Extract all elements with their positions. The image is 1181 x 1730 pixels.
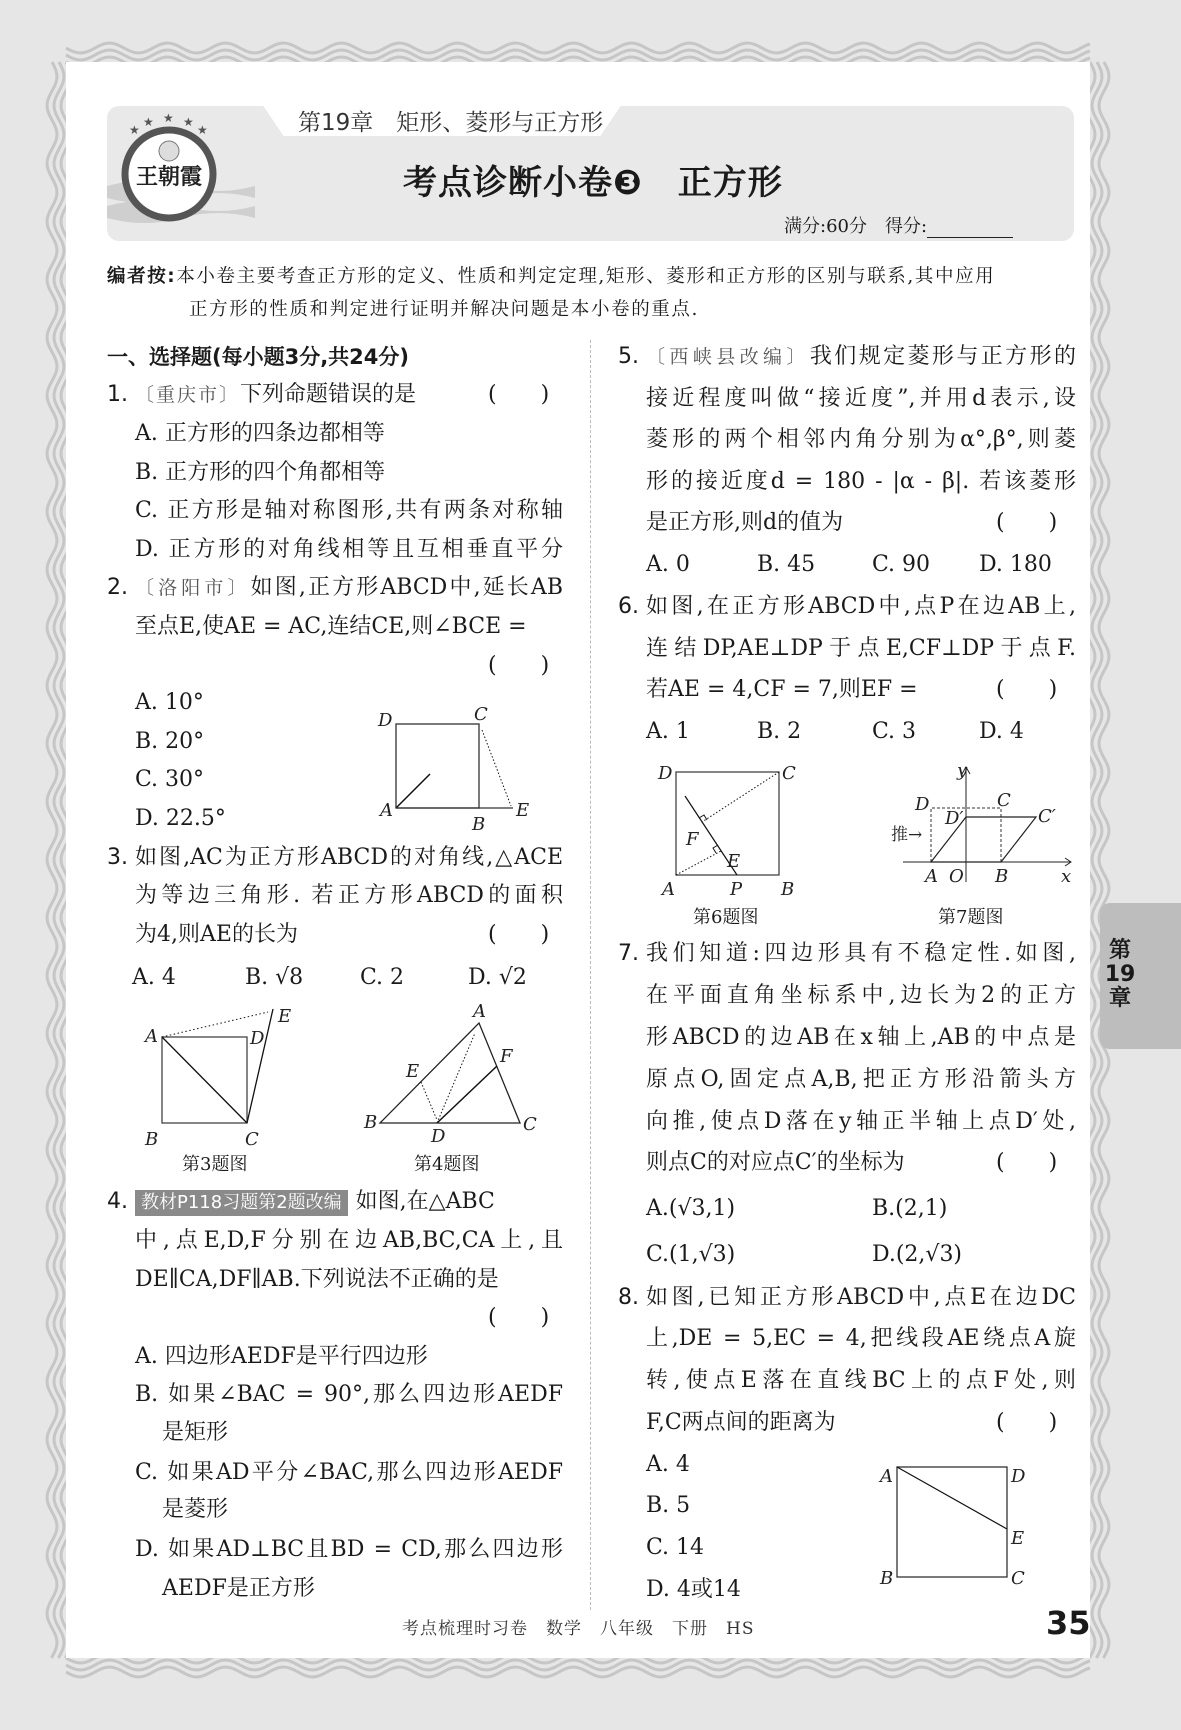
q6-option-b: B. 2 xyxy=(757,719,802,744)
figure-q8 xyxy=(875,1460,1035,1595)
q8-stem-3: 转,使点E落在直线BC上的点F处,则 xyxy=(646,1368,1076,1393)
q8-option-b: B. 5 xyxy=(646,1493,691,1518)
q7-stem-1: 我们知道:四边形具有不稳定性.如图, xyxy=(646,941,1076,966)
fig8-label-d: D xyxy=(1011,1466,1026,1487)
fig6-label-b: B xyxy=(781,879,795,900)
side-tab-line1: 第 xyxy=(1108,938,1131,963)
q7-option-a: A.(√3,1) xyxy=(646,1196,736,1221)
score-line xyxy=(784,212,1013,238)
page-number: 35 xyxy=(1046,1604,1091,1642)
q8-option-a: A. 4 xyxy=(646,1452,690,1477)
editor-note-text: 本小卷主要考查正方形的定义、性质和判定定理,矩形、菱形和正方形的区别与联系,其中应用 xyxy=(176,266,996,287)
q7-stem-3: 形ABCD的边AB在x轴上,AB的中点是 xyxy=(646,1025,1076,1050)
figure-q2 xyxy=(370,706,540,836)
q8-stem-4: F,C两点间的距离为 xyxy=(646,1410,836,1435)
fig3-label-b: B xyxy=(145,1129,159,1150)
q7-number: 7. xyxy=(618,941,639,966)
q2-stem-1 xyxy=(135,569,563,607)
q4-answer-paren[interactable]: ( ) xyxy=(488,1305,550,1330)
q5-number: 5. xyxy=(618,344,639,369)
q2-option-a: A. 10° xyxy=(135,690,204,715)
q5-option-c: C. 90 xyxy=(872,552,931,577)
q5-option-b: B. 45 xyxy=(757,552,816,577)
q5-option-d: D. 180 xyxy=(979,552,1052,577)
q1-answer-paren[interactable]: ( ) xyxy=(488,382,550,407)
q6-stem-1: 如图,在正方形ABCD中,点P在边AB上, xyxy=(646,594,1076,619)
fig7-label-d: D xyxy=(915,794,930,815)
fig7-label-x: x xyxy=(1061,866,1072,887)
fig6-label-c: C xyxy=(782,763,796,784)
fig8-label-e: E xyxy=(1011,1528,1025,1549)
q5-stem-3: 菱形的两个相邻内角分别为α°,β°,则菱 xyxy=(646,427,1076,452)
svg-text:★: ★ xyxy=(183,115,194,129)
q8-stem-2: 上,DE = 5,EC = 4,把线段AE绕点A旋 xyxy=(646,1326,1076,1351)
fig3-caption: 第3题图 xyxy=(182,1154,248,1175)
q4-stem-2: 中,点E,D,F分别在边AB,BC,CA上,且 xyxy=(135,1228,563,1253)
svg-text:★: ★ xyxy=(197,123,208,137)
q4-stem-text: 如图,在△ABC xyxy=(355,1189,495,1214)
fig2-label-a: A xyxy=(380,800,393,821)
figure-q3 xyxy=(140,1000,310,1150)
fig8-label-b: B xyxy=(880,1568,894,1589)
q2-source: 〔洛阳市〕 xyxy=(135,577,251,599)
q8-option-c: C. 14 xyxy=(646,1535,705,1560)
fig8-label-c: C xyxy=(1011,1568,1025,1589)
fig4-label-b: B xyxy=(364,1112,378,1133)
q8-number: 8. xyxy=(618,1285,639,1310)
q5-stem-1 xyxy=(646,338,1076,376)
textbook-source-tag: 教材P118习题第2题改编 xyxy=(135,1190,348,1216)
q7-stem-6: 则点C的对应点C′的坐标为 xyxy=(646,1150,905,1175)
q3-stem-1: 如图,AC为正方形ABCD的对角线,△ACE xyxy=(135,845,563,870)
q1-stem-text: 下列命题错误的是 xyxy=(240,382,417,407)
q7-stem-5: 向推,使点D落在y轴正半轴上点D′处, xyxy=(646,1109,1076,1134)
q4-number: 4. xyxy=(107,1189,128,1214)
fig6-label-a: A xyxy=(662,879,675,900)
side-tab-line3: 章 xyxy=(1108,986,1131,1011)
q2-stem-text: 如图,正方形ABCD中,延长AB xyxy=(250,575,563,600)
q3-answer-paren[interactable]: ( ) xyxy=(488,922,550,947)
fig2-label-c: C xyxy=(474,706,488,725)
q5-option-a: A. 0 xyxy=(646,552,690,577)
figure-q6 xyxy=(650,755,810,900)
q1-source: 〔重庆市〕 xyxy=(135,384,241,406)
fig4-label-a: A xyxy=(473,1001,486,1022)
q6-stem-2: 连结DP,AE⊥DP于点E,CF⊥DP于点F. xyxy=(646,636,1076,661)
q1-option-c: C. 正方形是轴对称图形,共有两条对称轴 xyxy=(135,498,563,523)
q4-option-c: C. 如果AD平分∠BAC,那么四边形AEDF xyxy=(135,1460,563,1485)
fig4-label-f: F xyxy=(500,1046,513,1067)
fig2-label-b: B xyxy=(472,814,486,835)
figure-q4 xyxy=(360,1000,550,1145)
q5-answer-paren[interactable]: ( ) xyxy=(996,510,1058,535)
q7-stem-2: 在平面直角坐标系中,边长为2的正方 xyxy=(646,983,1076,1008)
fig6-label-d: D xyxy=(658,763,673,784)
q2-stem-2: 至点E,使AE = AC,连结CE,则∠BCE = xyxy=(135,614,527,639)
fig4-label-d: D xyxy=(431,1126,446,1145)
border-wave xyxy=(66,1667,1090,1677)
fig6-label-f: F xyxy=(686,829,699,850)
q4-option-b: B. 如果∠BAC = 90°,那么四边形AEDF xyxy=(135,1382,563,1407)
q6-option-d: D. 4 xyxy=(979,719,1024,744)
q8-option-d: D. 4或14 xyxy=(646,1577,741,1602)
q6-option-a: A. 1 xyxy=(646,719,690,744)
fig3-label-c: C xyxy=(245,1129,259,1150)
q2-option-c: C. 30° xyxy=(135,767,205,792)
chapter-side-tab[interactable] xyxy=(1100,903,1181,1049)
q3-option-b: B. √8 xyxy=(245,965,304,990)
q5-stem-5: 是正方形,则d的值为 xyxy=(646,510,844,535)
fig2-label-d: D xyxy=(378,710,393,731)
fig3-label-a: A xyxy=(145,1026,158,1047)
figure-q7 xyxy=(885,762,1075,887)
q5-source: 〔西峡县改编〕 xyxy=(646,346,810,368)
q6-stem-3: 若AE = 4,CF = 7,则EF = xyxy=(646,677,918,702)
footer-book-info: 考点梳理时习卷 数学 八年级 下册 HS xyxy=(402,1619,755,1639)
q4-option-d: D. 如果AD⊥BC且BD = CD,那么四边形 xyxy=(135,1537,563,1562)
fig7-label-b: B xyxy=(995,866,1009,887)
fig4-label-c: C xyxy=(523,1114,537,1135)
svg-text:★: ★ xyxy=(129,123,140,137)
fig6-caption: 第6题图 xyxy=(693,907,759,928)
q5-stem-2: 接近程度叫做“接近度”,并用d表示,设 xyxy=(646,386,1076,411)
fig7-label-c: C xyxy=(997,790,1011,811)
q2-option-b: B. 20° xyxy=(135,729,205,754)
q3-stem-2: 为等边三角形. 若正方形ABCD的面积 xyxy=(135,883,564,908)
q1-option-d: D. 正方形的对角线相等且互相垂直平分 xyxy=(135,537,563,562)
fig7-label-o: O xyxy=(949,866,964,887)
editor-note-line2: 正方形的性质和判定进行证明并解决问题是本小卷的重点. xyxy=(189,299,699,320)
fig7-push-arrow-label: 推→ xyxy=(891,825,923,845)
q3-option-c: C. 2 xyxy=(360,965,405,990)
q4-option-c-cont: 是菱形 xyxy=(162,1497,229,1522)
q7-option-d: D.(2,√3) xyxy=(872,1242,963,1267)
q2-answer-paren[interactable]: ( ) xyxy=(488,653,550,678)
q3-number: 3. xyxy=(107,845,128,870)
fig4-caption: 第4题图 xyxy=(414,1154,480,1175)
side-tab-line2: 19 xyxy=(1104,962,1136,987)
page-title: 考点诊断小卷❸ 正方形 xyxy=(403,163,783,203)
editor-note-label: 编者按: xyxy=(107,266,177,287)
q4-option-a: A. 四边形AEDF是平行四边形 xyxy=(135,1344,428,1369)
q6-number: 6. xyxy=(618,594,639,619)
q4-option-b-cont: 是矩形 xyxy=(162,1420,229,1445)
chapter-title: 第19章 矩形、菱形与正方形 xyxy=(298,110,604,136)
q3-stem-3: 为4,则AE的长为 xyxy=(135,922,298,947)
fig7-label-a: A xyxy=(925,866,938,887)
score-blank[interactable] xyxy=(927,219,1013,238)
q7-option-b: B.(2,1) xyxy=(872,1196,948,1221)
fig6-label-p: P xyxy=(730,879,743,900)
fig7-caption: 第7题图 xyxy=(938,907,1004,928)
q7-answer-paren[interactable]: ( ) xyxy=(996,1150,1058,1175)
q1-option-a: A. 正方形的四条边都相等 xyxy=(135,421,385,446)
editor-note-line1 xyxy=(107,262,995,288)
fig7-label-y: y xyxy=(957,762,968,781)
fig4-label-e: E xyxy=(406,1061,420,1082)
q4-option-d-cont: AEDF是正方形 xyxy=(162,1576,315,1601)
q8-stem-1: 如图,已知正方形ABCD中,点E在边DC xyxy=(646,1285,1076,1310)
q4-stem-1 xyxy=(135,1183,563,1221)
q8-answer-paren[interactable]: ( ) xyxy=(996,1410,1058,1435)
q3-option-a: A. 4 xyxy=(132,965,176,990)
q4-stem-3: DE∥CA,DF∥AB.下列说法不正确的是 xyxy=(135,1267,499,1292)
fig3-label-e: E xyxy=(278,1006,292,1027)
fig6-label-e: E xyxy=(727,851,741,872)
publisher-logo xyxy=(107,106,255,241)
section-title: 一、选择题(每小题3分,共24分) xyxy=(107,345,410,369)
column-divider xyxy=(590,340,591,1610)
q5-stem-text: 我们规定菱形与正方形的 xyxy=(809,344,1076,369)
fig7-label-c-prime: C′ xyxy=(1038,806,1056,827)
fig3-label-d: D xyxy=(250,1028,265,1049)
score-label: 满分:60分 得分: xyxy=(784,216,928,237)
q6-option-c: C. 3 xyxy=(872,719,917,744)
svg-text:★: ★ xyxy=(143,115,154,129)
q1-option-b: B. 正方形的四个角都相等 xyxy=(135,460,386,485)
q6-answer-paren[interactable]: ( ) xyxy=(996,677,1058,702)
q7-option-c: C.(1,√3) xyxy=(646,1242,736,1267)
svg-text:★: ★ xyxy=(163,111,174,125)
q5-stem-4: 形的接近度d = 180 - |α - β|. 若该菱形 xyxy=(646,469,1076,494)
fig7-label-d-prime: D′ xyxy=(945,808,964,829)
q2-number: 2. xyxy=(107,575,128,600)
logo-text: 王朝霞 xyxy=(135,164,203,190)
q3-option-d: D. √2 xyxy=(468,965,527,990)
q2-option-d: D. 22.5° xyxy=(135,806,226,831)
q1-number: 1. xyxy=(107,382,128,407)
q7-stem-4: 原点O,固定点A,B,把正方形沿箭头方 xyxy=(646,1067,1076,1092)
fig2-label-e: E xyxy=(516,800,530,821)
fig8-label-a: A xyxy=(880,1466,893,1487)
